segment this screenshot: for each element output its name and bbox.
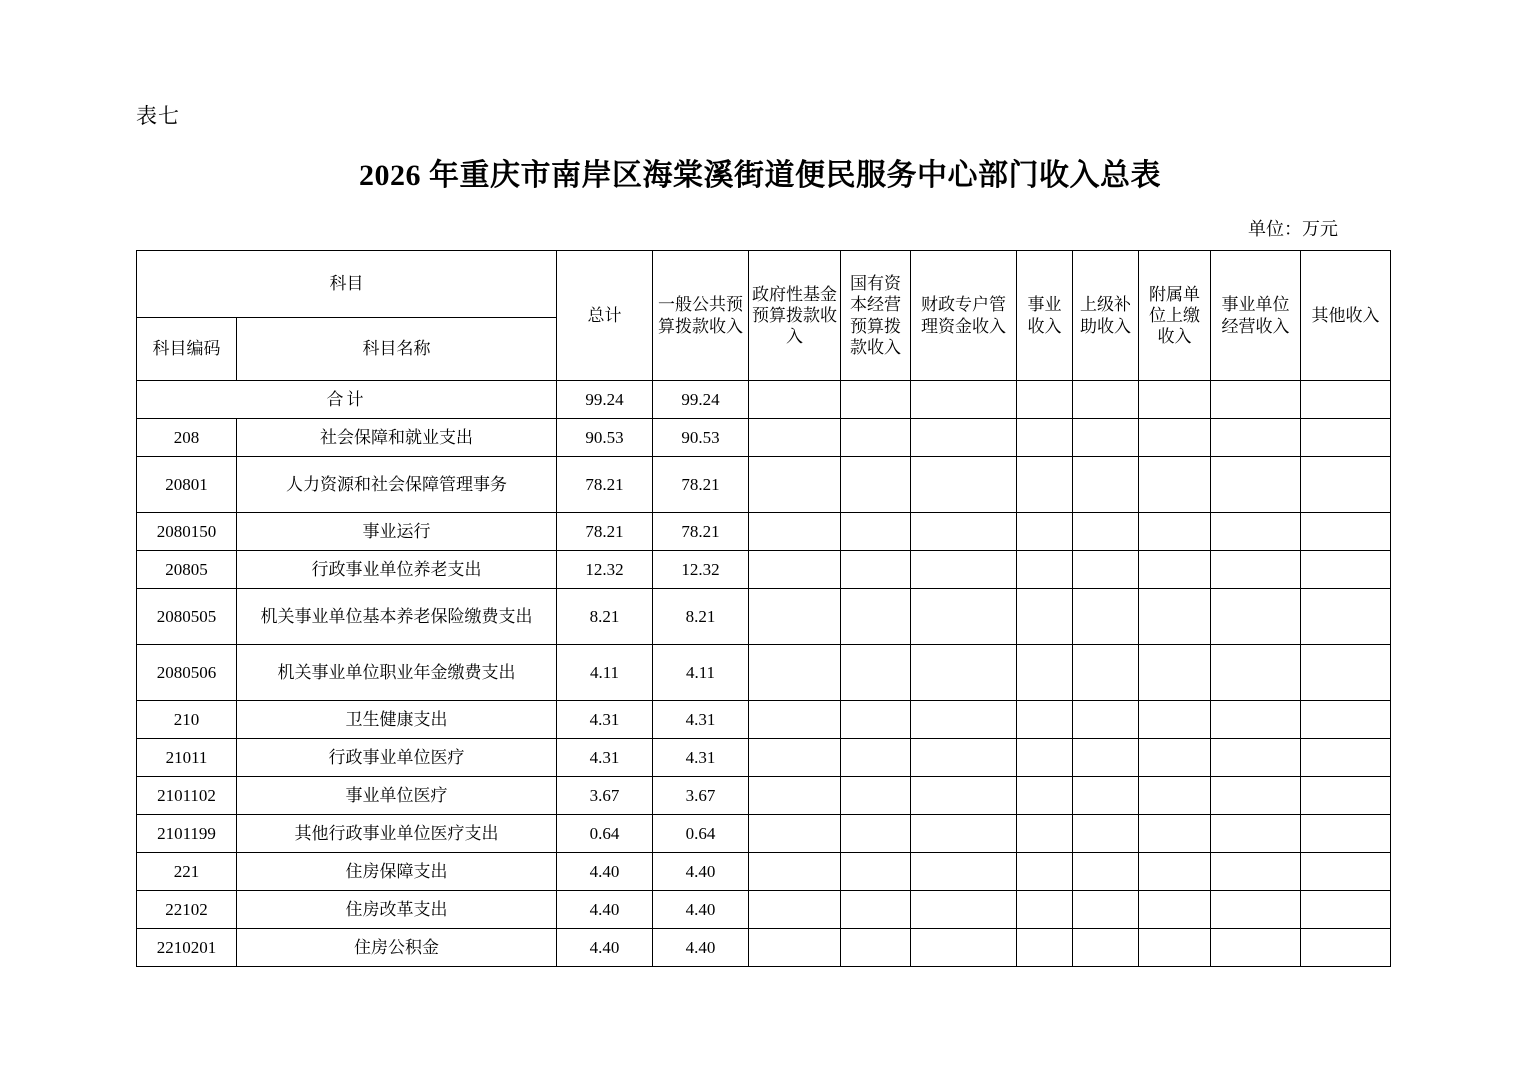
row-business-unit-operating [1211,457,1301,513]
table-row [137,645,1391,701]
row-name: 住房保障支出 [237,853,557,891]
row-state-capital-budget [841,645,911,701]
row-code: 2080506 [137,645,237,701]
row-total: 4.40 [557,891,653,929]
row-superior-subsidy [1073,513,1139,551]
row-general-public-budget: 4.31 [653,739,749,777]
row-superior-subsidy [1073,739,1139,777]
row-superior-subsidy [1073,419,1139,457]
row-other-income [1301,929,1391,967]
row-state-capital-budget [841,419,911,457]
row-general-public-budget: 78.21 [653,457,749,513]
row-name: 其他行政事业单位医疗支出 [237,815,557,853]
table-body [137,381,1391,967]
row-affiliated-unit-payment [1139,513,1211,551]
total-row-affiliated-unit-payment [1139,381,1211,419]
row-state-capital-budget [841,589,911,645]
row-other-income [1301,457,1391,513]
row-superior-subsidy [1073,777,1139,815]
total-row-business-unit-operating [1211,381,1301,419]
row-fiscal-special-account [911,701,1017,739]
row-affiliated-unit-payment [1139,739,1211,777]
row-affiliated-unit-payment [1139,701,1211,739]
row-name: 住房改革支出 [237,891,557,929]
row-general-public-budget: 3.67 [653,777,749,815]
row-business-income [1017,777,1073,815]
row-business-income [1017,457,1073,513]
table-row [137,551,1391,589]
row-other-income [1301,891,1391,929]
row-fiscal-special-account [911,419,1017,457]
row-name: 住房公积金 [237,929,557,967]
table-row [137,853,1391,891]
header-business-unit-operating: 事业单位经营收入 [1211,251,1301,381]
header-subject-group: 科目 [137,251,557,318]
row-name: 机关事业单位职业年金缴费支出 [237,645,557,701]
header-total: 总计 [557,251,653,381]
row-code: 210 [137,701,237,739]
row-code: 2080150 [137,513,237,551]
row-gov-fund-budget [749,701,841,739]
total-row-total: 99.24 [557,381,653,419]
row-superior-subsidy [1073,853,1139,891]
row-gov-fund-budget [749,853,841,891]
row-other-income [1301,815,1391,853]
row-other-income [1301,777,1391,815]
budget-income-table [136,250,1391,967]
row-gov-fund-budget [749,739,841,777]
row-business-income [1017,701,1073,739]
row-business-unit-operating [1211,589,1301,645]
header-business-income: 事业收入 [1017,251,1073,381]
row-state-capital-budget [841,739,911,777]
row-fiscal-special-account [911,853,1017,891]
row-gov-fund-budget [749,891,841,929]
row-state-capital-budget [841,551,911,589]
row-fiscal-special-account [911,929,1017,967]
row-affiliated-unit-payment [1139,853,1211,891]
row-other-income [1301,589,1391,645]
row-other-income [1301,701,1391,739]
row-general-public-budget: 90.53 [653,419,749,457]
row-gov-fund-budget [749,513,841,551]
row-fiscal-special-account [911,551,1017,589]
row-total: 8.21 [557,589,653,645]
row-business-income [1017,419,1073,457]
row-code: 20805 [137,551,237,589]
total-row-fiscal-special-account [911,381,1017,419]
row-business-income [1017,589,1073,645]
row-name: 行政事业单位医疗 [237,739,557,777]
row-state-capital-budget [841,815,911,853]
row-affiliated-unit-payment [1139,929,1211,967]
row-name: 事业单位医疗 [237,777,557,815]
row-fiscal-special-account [911,645,1017,701]
row-business-income [1017,513,1073,551]
row-total: 12.32 [557,551,653,589]
table-row [137,589,1391,645]
row-code: 221 [137,853,237,891]
row-name: 卫生健康支出 [237,701,557,739]
header-general-public-budget: 一般公共预算拨款收入 [653,251,749,381]
row-superior-subsidy [1073,891,1139,929]
row-gov-fund-budget [749,551,841,589]
row-name: 机关事业单位基本养老保险缴费支出 [237,589,557,645]
row-superior-subsidy [1073,929,1139,967]
row-superior-subsidy [1073,645,1139,701]
row-state-capital-budget [841,853,911,891]
total-row-gov-fund-budget [749,381,841,419]
row-superior-subsidy [1073,701,1139,739]
row-fiscal-special-account [911,891,1017,929]
row-affiliated-unit-payment [1139,645,1211,701]
row-fiscal-special-account [911,739,1017,777]
row-gov-fund-budget [749,589,841,645]
row-state-capital-budget [841,929,911,967]
row-name: 行政事业单位养老支出 [237,551,557,589]
row-superior-subsidy [1073,457,1139,513]
row-state-capital-budget [841,513,911,551]
row-code: 20801 [137,457,237,513]
row-business-income [1017,891,1073,929]
row-general-public-budget: 8.21 [653,589,749,645]
row-superior-subsidy [1073,815,1139,853]
page-title: 2026 年重庆市南岸区海棠溪街道便民服务中心部门收入总表 [359,159,1161,192]
row-business-unit-operating [1211,815,1301,853]
row-gov-fund-budget [749,419,841,457]
row-code: 2101199 [137,815,237,853]
row-business-unit-operating [1211,777,1301,815]
table-row [137,457,1391,513]
row-affiliated-unit-payment [1139,891,1211,929]
row-code: 2210201 [137,929,237,967]
header-subject-name: 科目名称 [237,318,557,381]
row-total: 3.67 [557,777,653,815]
table-row [137,777,1391,815]
table-row [137,891,1391,929]
row-total: 0.64 [557,815,653,853]
row-business-unit-operating [1211,513,1301,551]
row-affiliated-unit-payment [1139,589,1211,645]
row-other-income [1301,513,1391,551]
header-affiliated-unit-payment: 附属单位上缴收入 [1139,251,1211,381]
row-code: 22102 [137,891,237,929]
row-gov-fund-budget [749,929,841,967]
total-row-label: 合计 [137,381,557,419]
row-general-public-budget: 4.40 [653,929,749,967]
row-state-capital-budget [841,701,911,739]
table-row [137,419,1391,457]
row-code: 2101102 [137,777,237,815]
row-name: 社会保障和就业支出 [237,419,557,457]
row-total: 4.31 [557,739,653,777]
total-row-superior-subsidy [1073,381,1139,419]
row-business-income [1017,739,1073,777]
row-business-unit-operating [1211,739,1301,777]
header-fiscal-special-account: 财政专户管理资金收入 [911,251,1017,381]
header-subject-code: 科目编码 [137,318,237,381]
row-business-income [1017,551,1073,589]
table-row [137,739,1391,777]
row-affiliated-unit-payment [1139,457,1211,513]
row-state-capital-budget [841,777,911,815]
total-row-general-public-budget: 99.24 [653,381,749,419]
row-business-income [1017,853,1073,891]
row-state-capital-budget [841,891,911,929]
header-other-income: 其他收入 [1301,251,1391,381]
sheet-label: 表七 [136,104,180,128]
row-business-unit-operating [1211,645,1301,701]
row-general-public-budget: 78.21 [653,513,749,551]
row-name: 事业运行 [237,513,557,551]
header-gov-fund-budget: 政府性基金预算拨款收入 [749,251,841,381]
table-row-total [137,381,1391,419]
row-superior-subsidy [1073,551,1139,589]
row-fiscal-special-account [911,777,1017,815]
row-business-unit-operating [1211,929,1301,967]
row-general-public-budget: 4.11 [653,645,749,701]
row-fiscal-special-account [911,589,1017,645]
row-affiliated-unit-payment [1139,815,1211,853]
row-general-public-budget: 4.40 [653,853,749,891]
row-fiscal-special-account [911,815,1017,853]
row-business-unit-operating [1211,551,1301,589]
table-row [137,929,1391,967]
row-state-capital-budget [841,457,911,513]
row-business-unit-operating [1211,419,1301,457]
row-other-income [1301,419,1391,457]
row-business-unit-operating [1211,701,1301,739]
row-business-income [1017,929,1073,967]
row-name: 人力资源和社会保障管理事务 [237,457,557,513]
table-row [137,513,1391,551]
row-code: 208 [137,419,237,457]
row-other-income [1301,551,1391,589]
row-total: 4.40 [557,853,653,891]
row-general-public-budget: 4.31 [653,701,749,739]
row-business-income [1017,645,1073,701]
unit-note: 单位：万元 [1248,219,1338,239]
row-general-public-budget: 12.32 [653,551,749,589]
row-code: 2080505 [137,589,237,645]
row-other-income [1301,853,1391,891]
total-row-other-income [1301,381,1391,419]
row-business-income [1017,815,1073,853]
row-fiscal-special-account [911,513,1017,551]
table-row [137,815,1391,853]
row-other-income [1301,739,1391,777]
row-gov-fund-budget [749,777,841,815]
row-business-unit-operating [1211,891,1301,929]
row-code: 21011 [137,739,237,777]
header-superior-subsidy: 上级补助收入 [1073,251,1139,381]
row-fiscal-special-account [911,457,1017,513]
total-row-business-income [1017,381,1073,419]
row-general-public-budget: 4.40 [653,891,749,929]
total-row-state-capital-budget [841,381,911,419]
row-total: 90.53 [557,419,653,457]
header-state-capital-budget: 国有资本经营预算拨款收入 [841,251,911,381]
row-superior-subsidy [1073,589,1139,645]
row-total: 4.11 [557,645,653,701]
row-total: 4.40 [557,929,653,967]
row-business-unit-operating [1211,853,1301,891]
row-gov-fund-budget [749,815,841,853]
row-total: 78.21 [557,513,653,551]
row-total: 4.31 [557,701,653,739]
row-gov-fund-budget [749,645,841,701]
table-row [137,701,1391,739]
row-general-public-budget: 0.64 [653,815,749,853]
row-affiliated-unit-payment [1139,777,1211,815]
row-affiliated-unit-payment [1139,419,1211,457]
row-other-income [1301,645,1391,701]
row-total: 78.21 [557,457,653,513]
row-gov-fund-budget [749,457,841,513]
row-affiliated-unit-payment [1139,551,1211,589]
